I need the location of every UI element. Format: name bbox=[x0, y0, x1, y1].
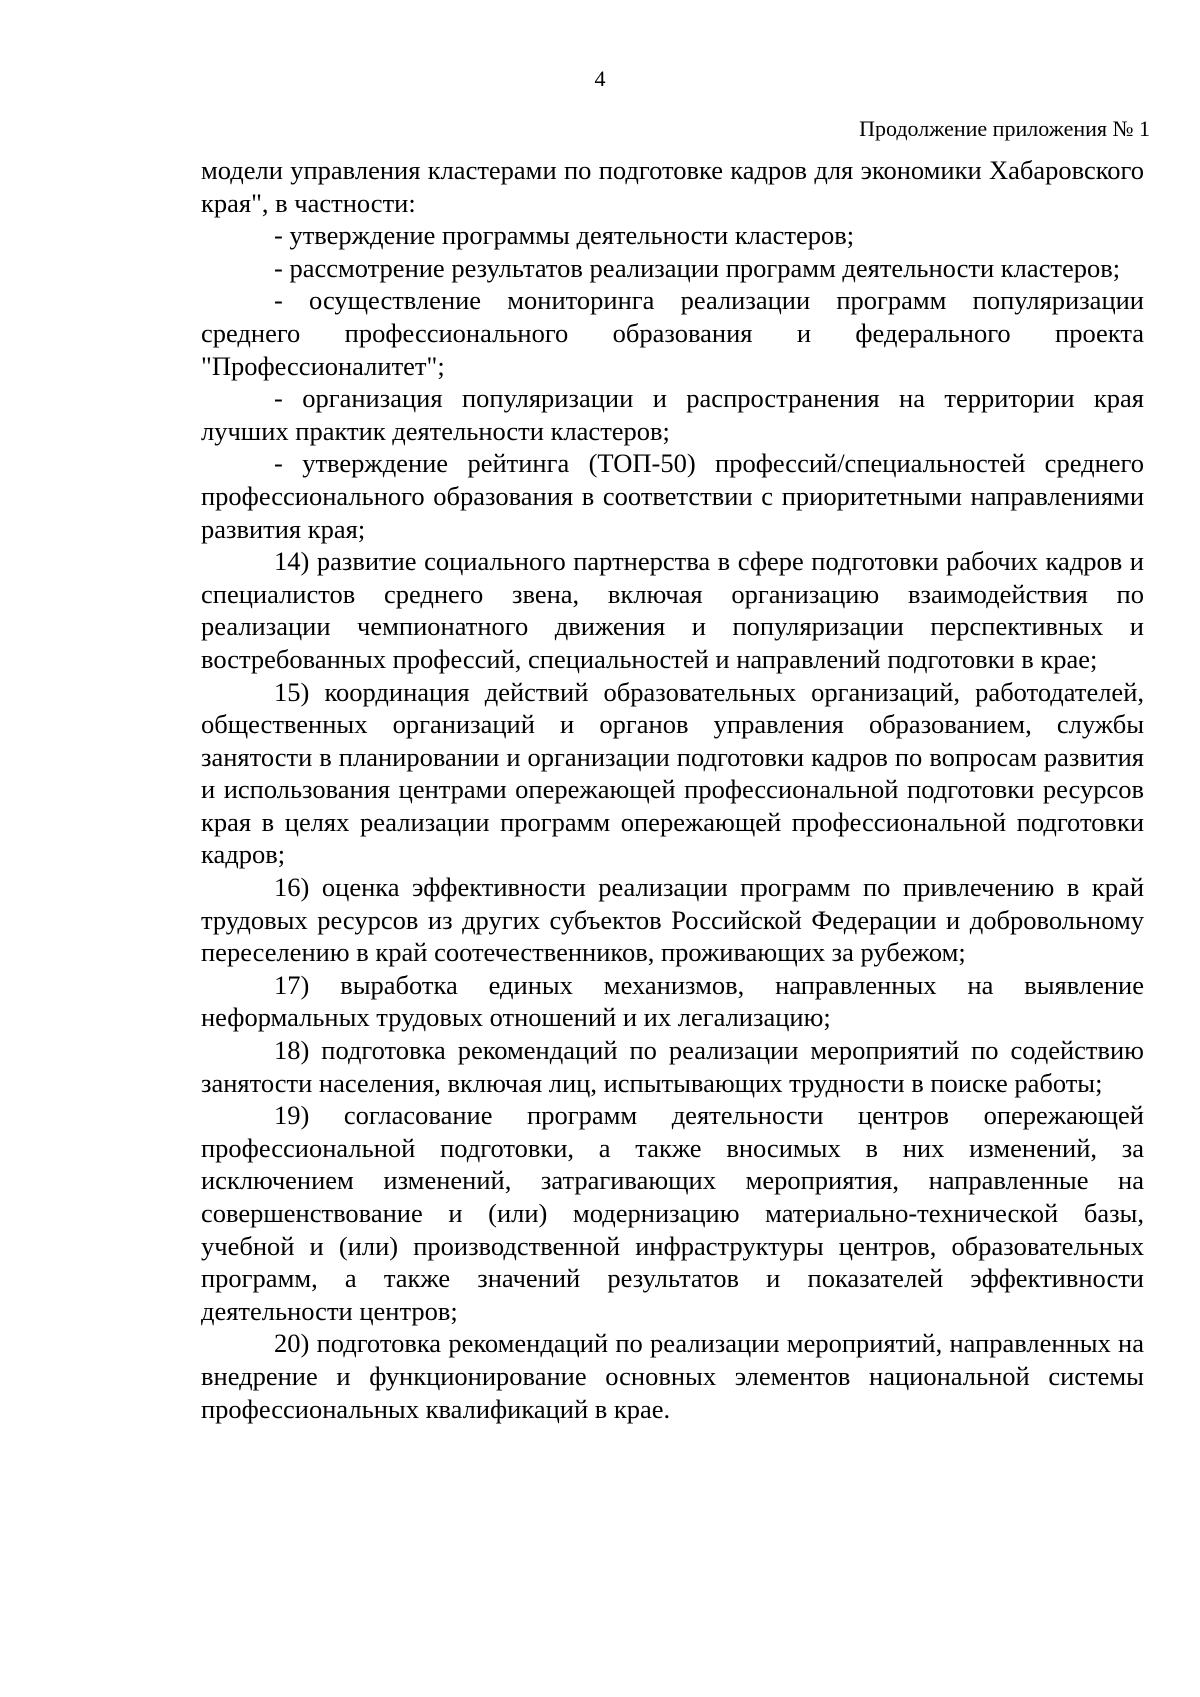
document-body bbox=[201, 154, 1144, 1425]
list-item-rating-approval: - утверждение рейтинга (ТОП-50) профессий/специальностей среднего профессионального образования в соответствии с приоритетными направлениями развития края; bbox=[201, 448, 1144, 544]
numbered-item-15: 15) координация действий образовательных организаций, работодателей, общественных организаций и органов управления образованием, службы занятости в планировании и организации подготовки кадров по вопросам развития и использования центрами опережающей профессиональной подготовки ресурсов края в целях реализации программ опережающей профессиональной подготовки кадров; bbox=[201, 676, 1144, 870]
numbered-item-20: 20) подготовка рекомендаций по реализации мероприятий, направленных на внедрение и функционирование основных элементов национальной системы профессиональных квалификаций в крае. bbox=[201, 1328, 1144, 1424]
list-item-monitoring: - осуществление мониторинга реализации программ популяризации среднего профессионального образования и федерального проекта "Профессионалитет"; bbox=[201, 285, 1144, 381]
numbered-item-16: 16) оценка эффективности реализации программ по привлечению в край трудовых ресурсов из других субъектов Российской Федерации и добровольному переселению в край соотечественников, проживающих за рубежом; bbox=[201, 872, 1144, 968]
numbered-item-17: 17) выработка единых механизмов, направленных на выявление неформальных трудовых отношений и их легализацию; bbox=[201, 969, 1144, 1033]
numbered-item-19: 19) согласование программ деятельности центров опережающей профессиональной подготовки, а также вносимых в них изменений, за исключением изменений, затрагивающих мероприятия, направленные на совершенствование и (или) модернизацию материально-технической базы, учебной и (или) производственной инфраструктуры центров, образовательных программ, а также значений результатов и показателей эффективности деятельности центров; bbox=[201, 1100, 1144, 1326]
continuation-header: Продолжение приложения № 1 bbox=[859, 116, 1150, 141]
list-item-program-approval: - утверждение программы деятельности кластеров; bbox=[274, 220, 855, 251]
list-item-popularization: - организация популяризации и распространения на территории края лучших практик деятельности кластеров; bbox=[201, 383, 1144, 446]
numbered-item-18: 18) подготовка рекомендаций по реализации мероприятий по содействию занятости населения, включая лиц, испытывающих трудности в поиске работы; bbox=[201, 1035, 1144, 1098]
list-item-results-review: - рассмотрение результатов реализации программ деятельности кластеров; bbox=[274, 252, 1121, 283]
paragraph-intro-continuation: модели управления кластерами по подготовке кадров для экономики Хабаровского края", в частности: bbox=[201, 155, 1144, 218]
numbered-item-14: 14) развитие социального партнерства в сфере подготовки рабочих кадров и специалистов среднего звена, включая организацию взаимодействия по реализации чемпионатного движения и популяризации перспективных и востребованных профессий, специальностей и направлений подготовки в крае; bbox=[201, 546, 1144, 674]
page-number: 4 bbox=[594, 66, 606, 91]
